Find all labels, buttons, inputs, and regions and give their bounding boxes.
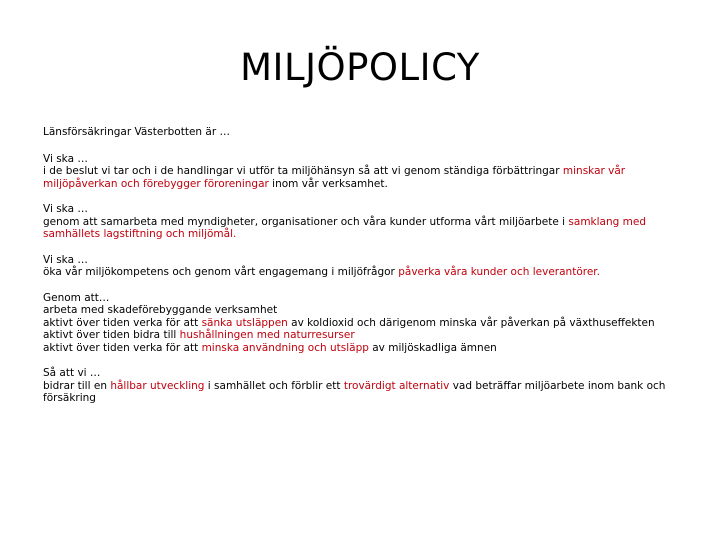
section-heading: Vi ska … xyxy=(43,152,88,165)
line-text: av koldioxid och därigenom minska vår påverkan på växthuseffekten xyxy=(287,316,655,329)
highlight-text: påverka våra kunder och leverantörer. xyxy=(398,266,600,278)
highlight-text: hushållningen med naturresurser xyxy=(179,329,355,341)
page-title: MILJÖPOLICY xyxy=(240,46,480,89)
line-text: i samhället och förblir ett xyxy=(204,379,344,392)
policy-section-2 xyxy=(43,203,683,241)
policy-section-5 xyxy=(43,367,683,405)
section-line xyxy=(43,329,683,342)
policy-section-4 xyxy=(43,292,683,355)
section-heading: Genom att… xyxy=(43,291,110,304)
section-line xyxy=(43,342,683,355)
line-text: genom att samarbeta med myndigheter, organisationer och våra kunder utforma vårt miljöarbete i xyxy=(43,215,569,228)
line-text: av miljöskadliga ämnen xyxy=(368,341,497,354)
highlight-text: minskar vår miljöpåverkan och förebygger föroreningar xyxy=(43,165,626,190)
line-text: öka vår miljökompetens och genom vårt engagemang i miljöfrågor xyxy=(43,266,399,278)
line-text: inom vår verksamhet. xyxy=(268,177,388,190)
section-line xyxy=(43,266,683,279)
line-text: i de beslut vi tar och i de handlingar vi utför ta miljöhänsyn så att vi genom ständiga förbättringar xyxy=(43,165,563,177)
section-line xyxy=(43,216,683,241)
line-text: aktivt över tiden bidra till xyxy=(43,329,180,341)
line-text: aktivt över tiden verka för att xyxy=(43,316,202,329)
policy-content xyxy=(43,126,683,418)
highlight-text: sänka utsläppen xyxy=(201,316,288,329)
section-line xyxy=(43,304,683,317)
intro-text: Länsförsäkringar Västerbotten är … xyxy=(43,126,231,138)
section-heading: Så att vi … xyxy=(43,367,101,379)
highlight-text: hållbar utveckling xyxy=(110,379,205,392)
section-heading: Vi ska … xyxy=(43,253,88,266)
highlight-text: samklang med samhällets lagstiftning och miljömål. xyxy=(43,215,646,240)
line-text: aktivt över tiden verka för att xyxy=(43,341,202,354)
policy-section-3 xyxy=(43,254,683,279)
section-line xyxy=(43,380,683,405)
section-line xyxy=(43,317,683,330)
line-text: bidrar till en xyxy=(43,379,111,392)
highlight-text: trovärdigt alternativ xyxy=(343,379,450,392)
highlight-text: minska användning och utsläpp xyxy=(201,341,369,354)
section-heading: Vi ska … xyxy=(43,203,88,215)
policy-section-1 xyxy=(43,153,683,191)
section-line xyxy=(43,165,683,190)
line-text: vad beträffar miljöarbete inom bank och försäkring xyxy=(43,379,666,404)
line-text: arbeta med skadeförebyggande verksamhet xyxy=(43,304,278,316)
